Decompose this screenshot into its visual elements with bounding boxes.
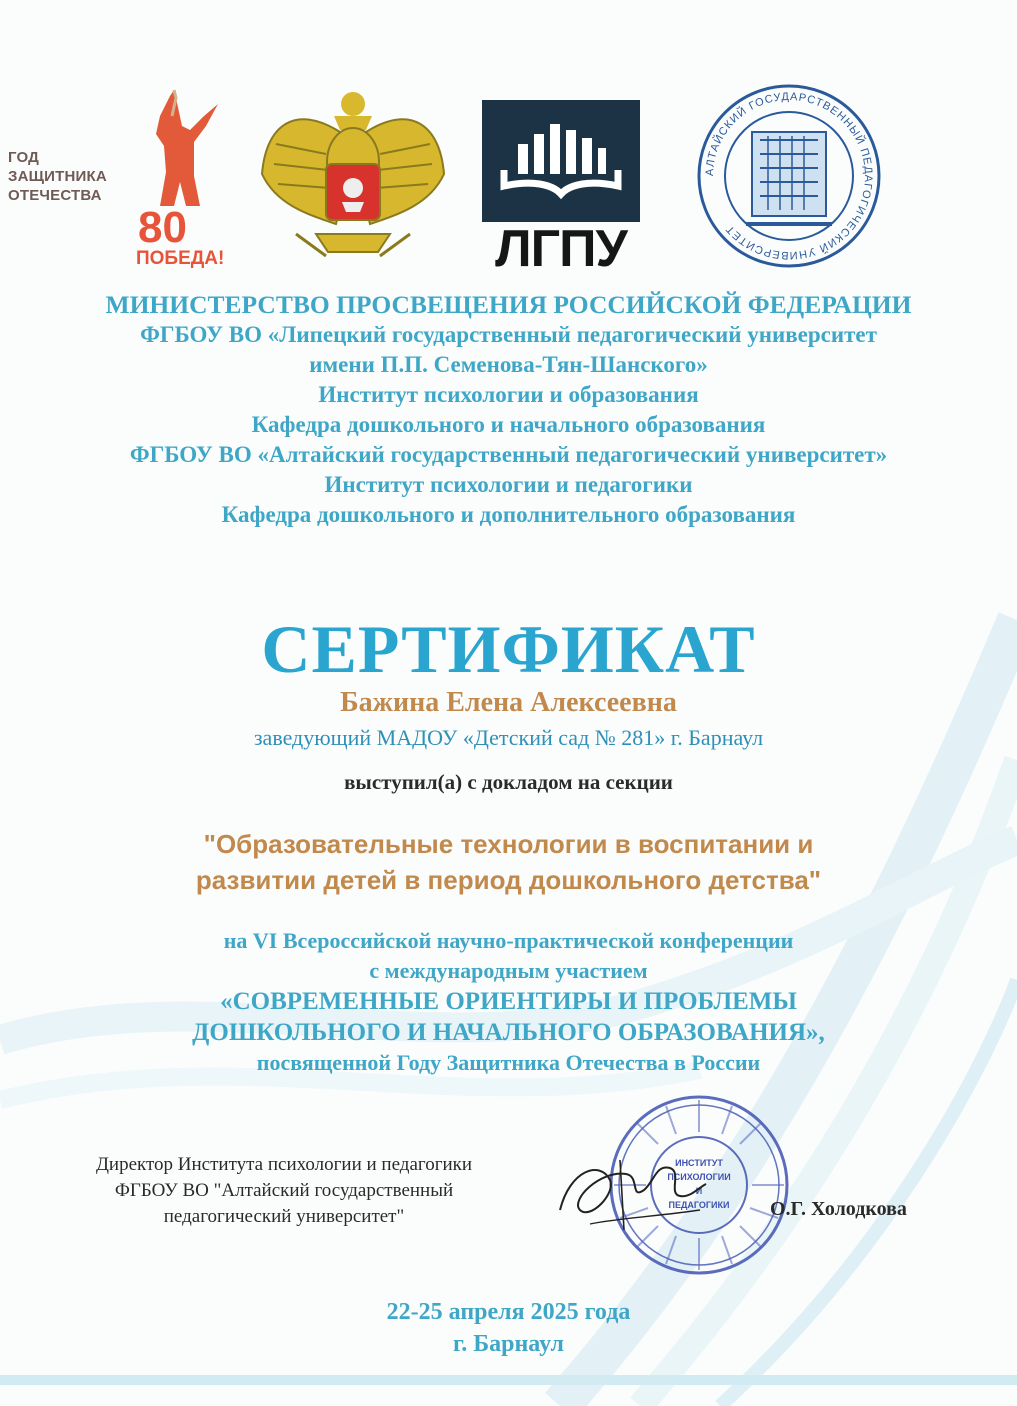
conference-line: посвященной Году Защитника Отечества в России [256,1050,761,1075]
organizer-line: Кафедра дошкольного и дополнительного образования [221,502,796,527]
organizer-line: Институт психологии и образования [318,382,699,407]
lgpu-logo-box [482,100,640,222]
lgpu-book-icon [482,100,640,222]
event-dates: 22-25 апреля 2025 года [386,1299,631,1325]
organizer-line: Институт психологии и педагогики [324,472,693,497]
victory-80-logo [130,86,230,268]
stamp-text-line: И [695,1186,703,1196]
handwritten-signature [550,1140,710,1250]
section-name-line: "Образовательные технологии в воспитании и [203,829,814,859]
organizers-block [0,290,1017,530]
year-text-line: ЗАЩИТНИКА [8,168,107,185]
conference-line: с международным участием [369,958,648,983]
section-name [0,826,1017,898]
year-of-defender-text [8,148,107,205]
year-text-line: ОТЕЧЕСТВА [8,187,102,204]
recipient-name: Бажина Елена Алексеевна [340,687,677,718]
conference-title-line: ДОШКОЛЬНОГО И НАЧАЛЬНОГО ОБРАЗОВАНИЯ», [192,1019,825,1046]
seal-ring-text: АЛТАЙСКИЙ ГОСУДАРСТВЕННЫЙ ПЕДАГОГИЧЕСКИЙ УНИВЕРСИТЕТ [703,90,875,262]
director-title-line: Директор Института психологии и педагогики [95,1154,473,1175]
conference-title-line: «СОВРЕМЕННЫЕ ОРИЕНТИРЫ И ПРОБЛЕМЫ [220,988,797,1015]
event-city: г. Барнаул [453,1331,564,1357]
stamp-text-line: ПЕДАГОГИКИ [668,1200,730,1210]
victory-number: 80 [138,203,187,252]
stamp-text-line: ПСИХОЛОГИИ [667,1172,731,1182]
altai-university-seal [694,84,884,268]
section-name-line: развитии детей в период дошкольного детства" [195,865,822,895]
presentation-statement: выступил(а) с докладом на секции [344,770,673,794]
signer-name: О.Г. Холодкова [770,1198,907,1220]
organizer-line: Кафедра дошкольного и начального образования [251,412,766,437]
organizer-line: МИНИСТЕРСТВО ПРОСВЕЩЕНИЯ РОССИЙСКОЙ ФЕДЕРАЦИИ [105,290,912,319]
organizer-line: ФГБОУ ВО «Липецкий государственный педагогический университет [140,322,877,347]
organizer-line: имени П.П. Семенова-Тян-Шанского» [309,352,708,377]
stamp-text-line: ИНСТИТУТ [675,1158,723,1168]
lgpu-abbreviation: ЛГПУ [495,220,627,278]
director-title [34,1152,534,1230]
year-text-line: ГОД [8,149,40,166]
conference-block [0,926,1017,1078]
footer [0,1296,1017,1360]
conference-line: на VI Всероссийской научно-практической конференции [223,928,794,953]
coat-of-arms-emblem [256,84,450,266]
director-title-line: ФГБОУ ВО "Алтайский государственный [114,1180,454,1201]
victory-word: ПОБЕДА! [136,248,225,268]
organizer-line: ФГБОУ ВО «Алтайский государственный педагогический университет» [129,442,888,467]
recipient-position: заведующий МАДОУ «Детский сад № 281» г. Барнаул [253,725,764,750]
director-title-line: педагогический университет" [163,1206,405,1227]
certificate-title: СЕРТИФИКАТ [261,611,756,687]
